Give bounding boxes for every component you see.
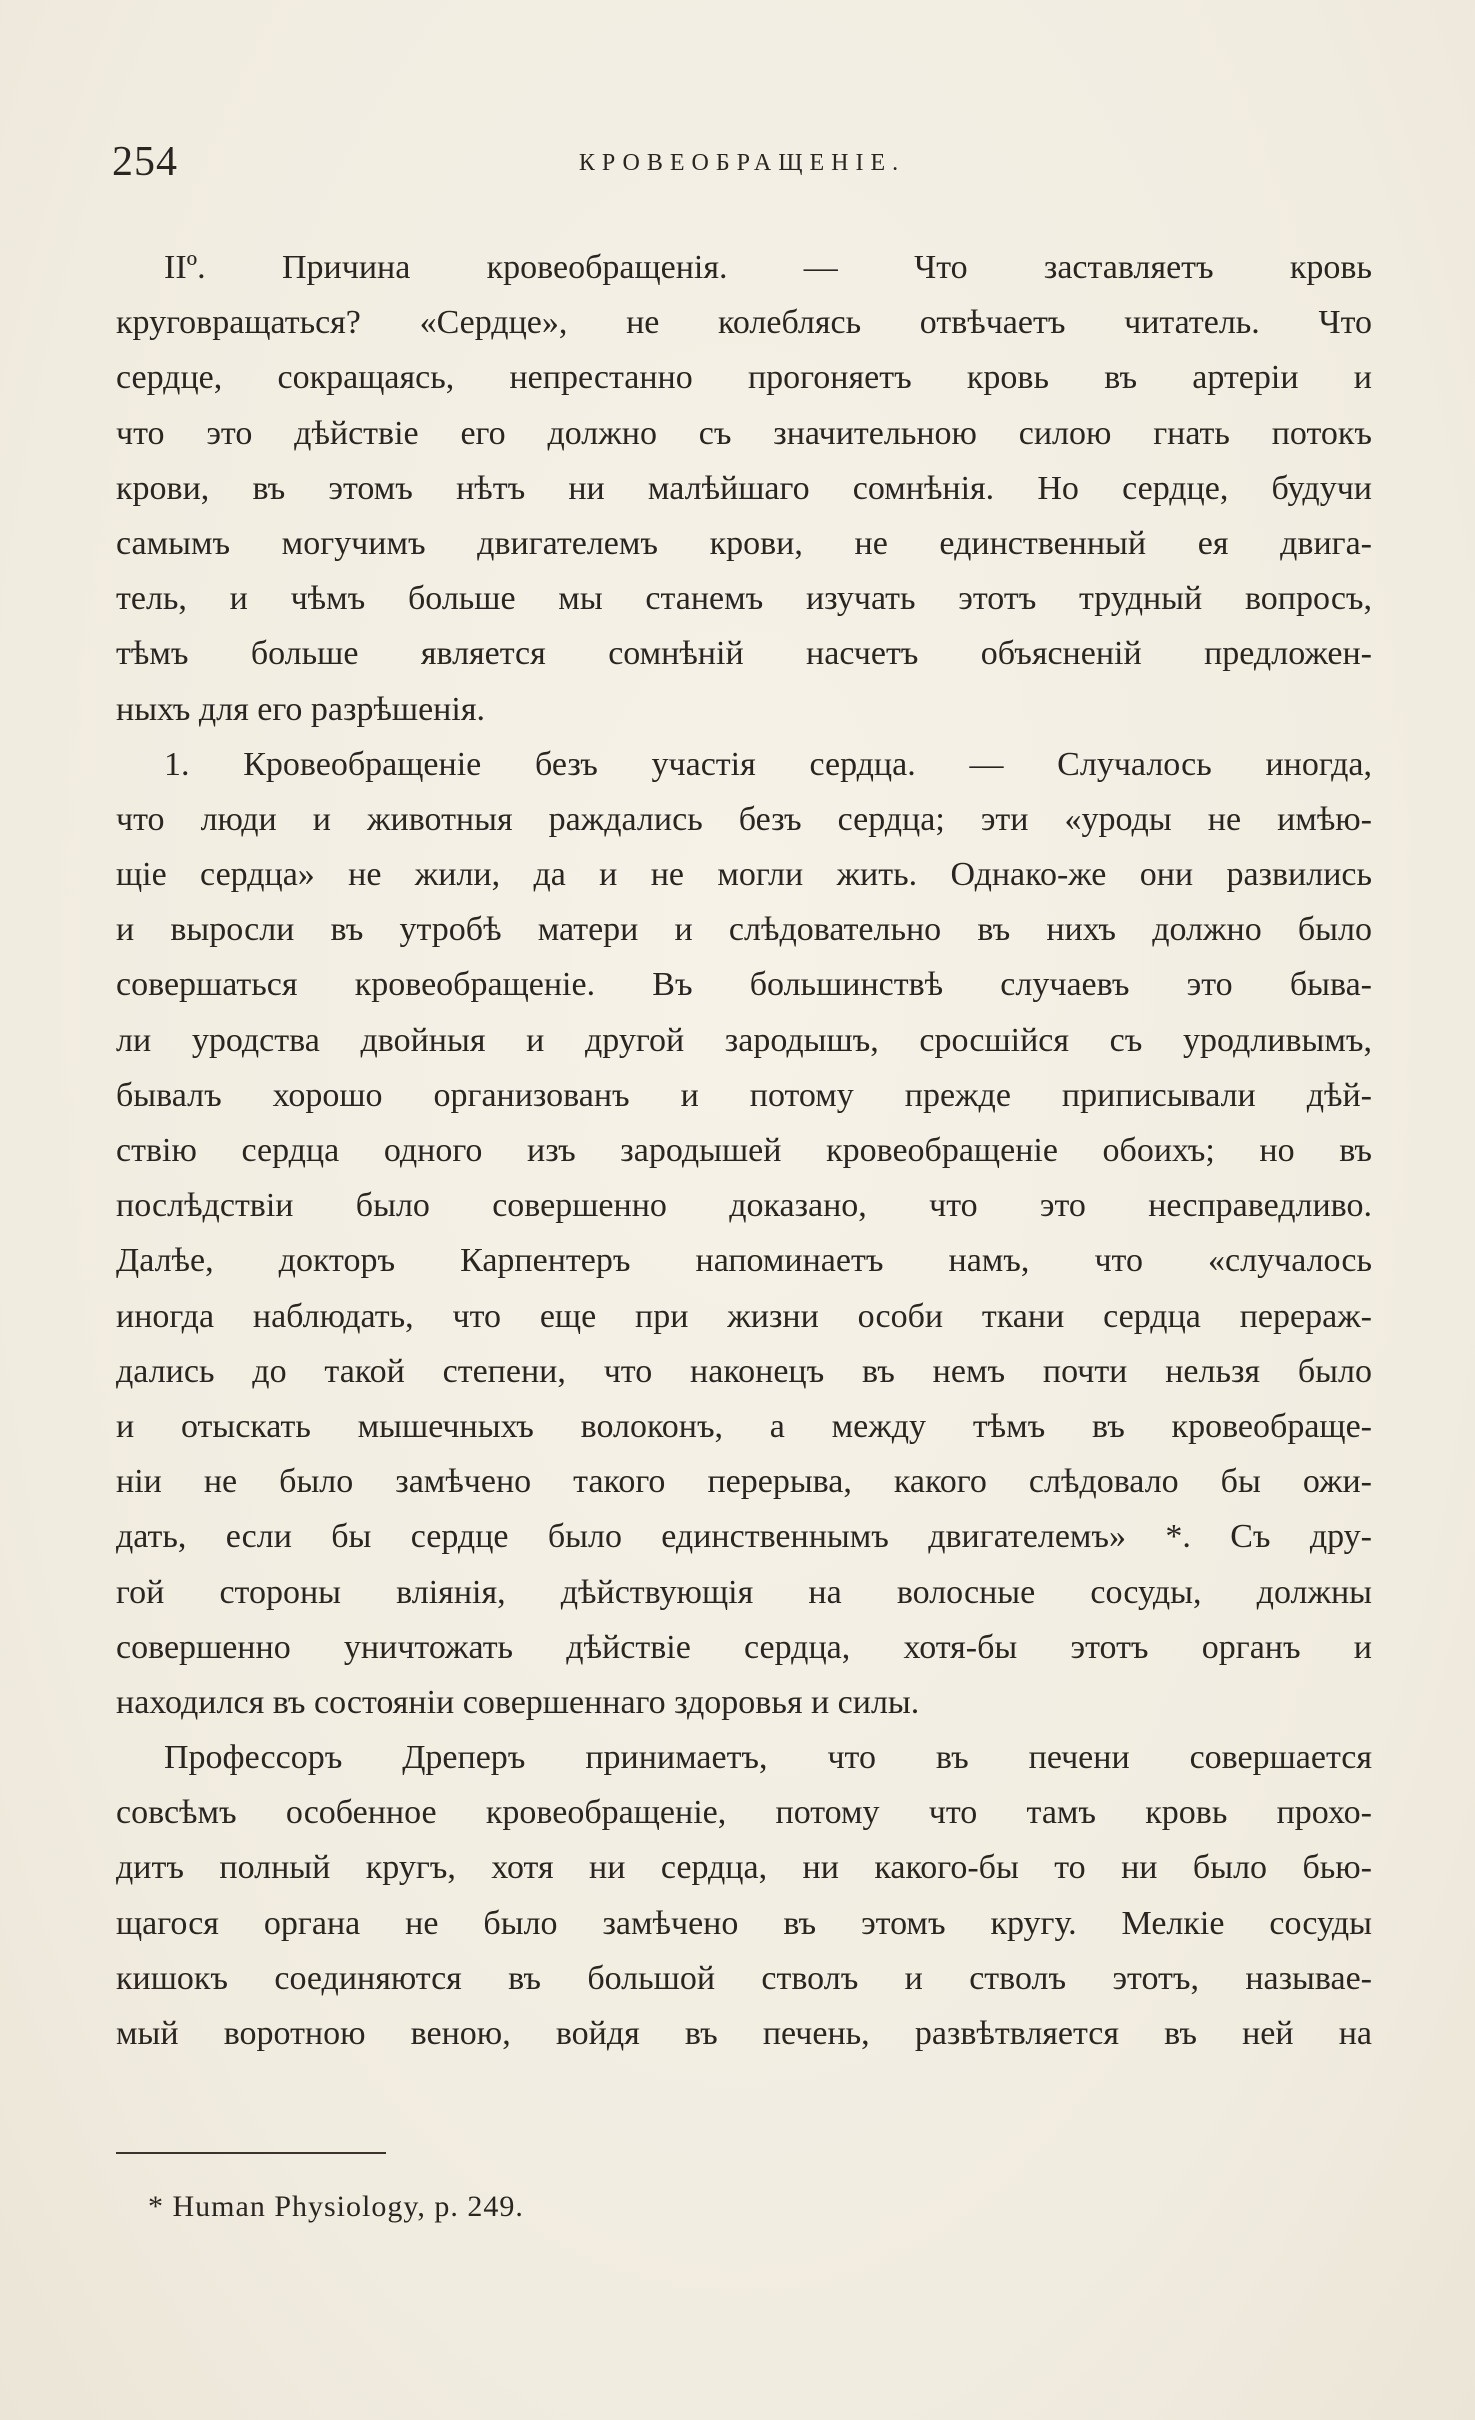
text-line: Далѣе, докторъ Карпентеръ напоминаетъ намъ, что «случалось — [116, 1242, 1372, 1280]
footnote: * Human Physiology, p. 249. — [148, 2190, 524, 2223]
text-line: бывалъ хорошо организованъ и потому прежде приписывали дѣй- — [116, 1076, 1372, 1114]
text-line: ныхъ для его разрѣшенія. — [116, 690, 485, 728]
running-head: КРОВЕОБРАЩЕНІЕ. — [578, 150, 906, 176]
text-line: крови, въ этомъ нѣтъ ни малѣйшаго сомнѣнія. Но сердце, будучи — [116, 469, 1372, 507]
text-line: дались до такой степени, что наконецъ въ немъ почти нельзя было — [116, 1352, 1372, 1390]
text-line: гой стороны вліянія, дѣйствующія на волосные сосуды, должны — [116, 1573, 1372, 1611]
text-line: иногда наблюдать, что еще при жизни особи ткани сердца перераж- — [116, 1297, 1372, 1335]
text-line: совершенно уничтожать дѣйствіе сердца, хотя-бы этотъ органъ и — [116, 1628, 1372, 1666]
text-line: и отыскать мышечныхъ волоконъ, а между тѣмъ въ кровеобраще- — [116, 1407, 1372, 1445]
text-line: дать, если бы сердце было единственнымъ двигателемъ» *. Съ дру- — [116, 1518, 1372, 1556]
text-line: послѣдствіи было совершенно доказано, что это несправедливо. — [116, 1187, 1372, 1225]
text-line: совсѣмъ особенное кровеобращеніе, потому что тамъ кровь прохо- — [116, 1794, 1372, 1832]
text-line: самымъ могучимъ двигателемъ крови, не единственный ея двига- — [116, 524, 1372, 562]
text-line: мый воротною веною, войдя въ печень, развѣтвляется въ ней на — [116, 2015, 1372, 2052]
text-line: ли уродства двойныя и другой зародышъ, сросшійся съ уродливымъ, — [116, 1021, 1372, 1059]
text-line: ствію сердца одного изъ зародышей кровеобращеніе обоихъ; но въ — [116, 1132, 1372, 1169]
text-line: тѣмъ больше является сомнѣній насчетъ объясненій предложен- — [116, 635, 1372, 673]
text-line: 1. Кровеобращеніе безъ участія сердца. — Случалось иногда, — [164, 745, 1372, 783]
text-line: и выросли въ утробѣ матери и слѣдовательно въ нихъ должно было — [116, 911, 1372, 949]
text-line: ніи не было замѣчено такого перерыва, какого слѣдовало бы ожи- — [116, 1463, 1372, 1501]
text-line: Профессоръ Дреперъ принимаетъ, что въ печени совершается — [164, 1739, 1372, 1777]
text-line: щагося органа не было замѣчено въ этомъ кругу. Мелкіе сосуды — [116, 1904, 1372, 1942]
text-line: круговращаться? «Сердце», не колеблясь отвѣчаетъ читатель. Что — [116, 304, 1372, 342]
footnote-rule — [116, 2152, 386, 2154]
text-line: сердце, сокращаясь, непрестанно прогоняетъ кровь въ артеріи и — [116, 359, 1372, 397]
text-line: дитъ полный кругъ, хотя ни сердца, ни какого-бы то ни было бью- — [116, 1849, 1372, 1887]
body-text — [116, 240, 1372, 2061]
text-line: кишокъ соединяются въ большой стволъ и стволъ этотъ, называе- — [116, 1959, 1372, 1997]
text-line: совершаться кровеобращеніе. Въ большинствѣ случаевъ это быва- — [116, 966, 1372, 1004]
text-line: что люди и животныя раждались безъ сердца; эти «уроды не имѣю- — [116, 800, 1372, 838]
text-line: тель, и чѣмъ больше мы станемъ изучать этотъ трудный вопросъ, — [116, 580, 1372, 618]
text-line: IIº. Причина кровеобращенія. — Что заставляетъ кровь — [164, 249, 1372, 286]
text-line: находился въ состояніи совершеннаго здоровья и силы. — [116, 1683, 920, 1721]
page-header — [112, 138, 1372, 198]
text-line: щіе сердца» не жили, да и не могли жить. Однако-же они развились — [116, 856, 1372, 894]
page-number: 254 — [112, 139, 178, 185]
text-line: что это дѣйствіе его должно съ значительною силою гнать потокъ — [116, 414, 1372, 452]
